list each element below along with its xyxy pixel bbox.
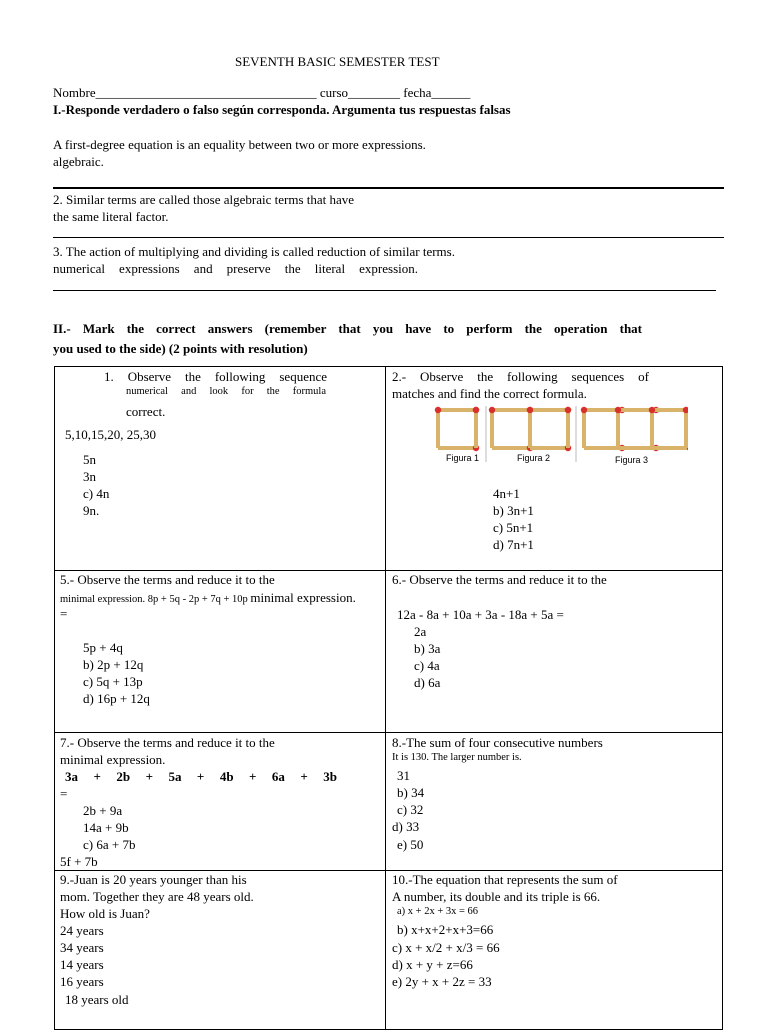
- q9-line-3: How old is Juan?: [60, 906, 150, 921]
- q7-line-1: 7.- Observe the terms and reduce it to the: [60, 735, 275, 750]
- q8-option[interactable]: 31: [397, 768, 410, 783]
- q9-option[interactable]: 18 years old: [65, 992, 129, 1007]
- statement-2-line-2: the same literal factor.: [53, 209, 169, 224]
- q5-line-2: minimal expression. 8p + 5q - 2p + 7q + 10p minimal expression.: [60, 590, 356, 605]
- q2-option[interactable]: c) 5n+1: [493, 520, 534, 535]
- q8-option[interactable]: b) 34: [397, 785, 425, 800]
- figure-2-label: Figura 2: [517, 453, 551, 463]
- figure-1-label: Figura 1: [446, 453, 480, 463]
- q6-option[interactable]: c) 4a: [414, 658, 440, 673]
- q10-option[interactable]: e) 2y + x + 2z = 33: [392, 974, 492, 989]
- q1-option[interactable]: c) 4n: [83, 486, 110, 501]
- page-title: SEVENTH BASIC SEMESTER TEST: [235, 54, 440, 69]
- student-info-line: Nombre__________________________________ curso________ fecha______: [53, 85, 471, 100]
- q2-line-1: 2.- Observe the following sequences of: [392, 369, 649, 384]
- q10-option[interactable]: d) x + y + z=66: [392, 957, 473, 972]
- q1-option[interactable]: 9n.: [83, 503, 100, 518]
- q2-option[interactable]: 4n+1: [493, 486, 520, 501]
- statement-3-line-1: 3. The action of multiplying and dividing is called reduction of similar terms.: [53, 244, 455, 259]
- q7-option[interactable]: 5f + 7b: [60, 854, 98, 869]
- q7-option[interactable]: 14a + 9b: [83, 820, 129, 835]
- q10-option[interactable]: c) x + x/2 + x/3 = 66: [392, 940, 500, 955]
- figure-3-icon: [581, 407, 688, 451]
- q9-option[interactable]: 34 years: [60, 940, 104, 955]
- q5-line-1: 5.- Observe the terms and reduce it to the: [60, 572, 275, 587]
- q10-option[interactable]: a) x + 2x + 3x = 66: [397, 906, 479, 917]
- q10-line-2: A number, its double and its triple is 66.: [392, 889, 601, 904]
- answer-line: [53, 187, 724, 189]
- q2-option[interactable]: d) 7n+1: [493, 537, 534, 552]
- q1-sequence: 5,10,15,20, 25,30: [65, 427, 156, 442]
- q2-option[interactable]: b) 3n+1: [493, 503, 534, 518]
- q6-line-1: 6.- Observe the terms and reduce it to the: [392, 572, 607, 587]
- answer-line: [53, 237, 724, 238]
- q9-option[interactable]: 24 years: [60, 923, 104, 938]
- q9-option[interactable]: 14 years: [60, 957, 104, 972]
- statement-2-line-1: 2. Similar terms are called those algebraic terms that have: [53, 192, 355, 207]
- q8-line-1: 8.-The sum of four consecutive numbers: [392, 735, 603, 750]
- q8-line-2: It is 130. The larger number is.: [392, 752, 522, 763]
- q5-equals: =: [60, 606, 68, 621]
- q5-option[interactable]: b) 2p + 12q: [83, 657, 144, 672]
- q6-expression: 12a - 8a + 10a + 3a - 18a + 5a =: [397, 607, 564, 622]
- q1-line-2: numerical and look for the formula: [126, 386, 326, 397]
- q5-option[interactable]: c) 5q + 13p: [83, 674, 143, 689]
- q1-line-1: 1. Observe the following sequence: [104, 369, 327, 384]
- q9-line-1: 9.-Juan is 20 years younger than his: [60, 872, 247, 887]
- section-2-heading-line-2: you used to the side) (2 points with resolution): [53, 341, 308, 356]
- q9-line-2: mom. Together they are 48 years old.: [60, 889, 254, 904]
- q7-option[interactable]: c) 6a + 7b: [83, 837, 136, 852]
- q6-option[interactable]: 2a: [414, 624, 427, 639]
- figure-1-icon: [435, 407, 479, 451]
- q8-option[interactable]: e) 50: [397, 837, 424, 852]
- q7-option[interactable]: 2b + 9a: [83, 803, 123, 818]
- answer-line: [53, 290, 716, 291]
- q5-option[interactable]: d) 16p + 12q: [83, 691, 150, 706]
- q2-line-2: matches and find the correct formula.: [392, 386, 587, 401]
- q1-option[interactable]: 5n: [83, 452, 96, 467]
- q10-line-1: 10.-The equation that represents the sum of: [392, 872, 618, 887]
- q10-option[interactable]: b) x+x+2+x+3=66: [397, 922, 494, 937]
- figure-2-icon: [489, 407, 571, 451]
- q7-expression: 3a + 2b + 5a + 4b + 6a + 3b: [65, 769, 337, 784]
- statement-1-line-1: A first-degree equation is an equality between two or more expressions.: [53, 137, 426, 152]
- section-2-heading-line-1: II.- Mark the correct answers (remember that you have to perform the operation that: [53, 321, 642, 336]
- q6-option[interactable]: b) 3a: [414, 641, 441, 656]
- q7-line-2: minimal expression.: [60, 752, 166, 767]
- q1-line-3: correct.: [126, 404, 166, 419]
- q8-option[interactable]: d) 33: [392, 819, 420, 834]
- q6-option[interactable]: d) 6a: [414, 675, 441, 690]
- statement-3-line-2: numerical expressions and preserve the literal expression.: [53, 261, 418, 276]
- figure-3-label: Figura 3: [615, 455, 649, 465]
- section-1-heading: I.-Responde verdadero o falso según corresponda. Argumenta tus respuestas falsas: [53, 102, 511, 117]
- statement-1-line-2: algebraic.: [53, 154, 104, 169]
- q5-option[interactable]: 5p + 4q: [83, 640, 123, 655]
- q8-option[interactable]: c) 32: [397, 802, 424, 817]
- q9-option[interactable]: 16 years: [60, 974, 104, 989]
- q7-equals: =: [60, 786, 68, 801]
- q1-option[interactable]: 3n: [83, 469, 96, 484]
